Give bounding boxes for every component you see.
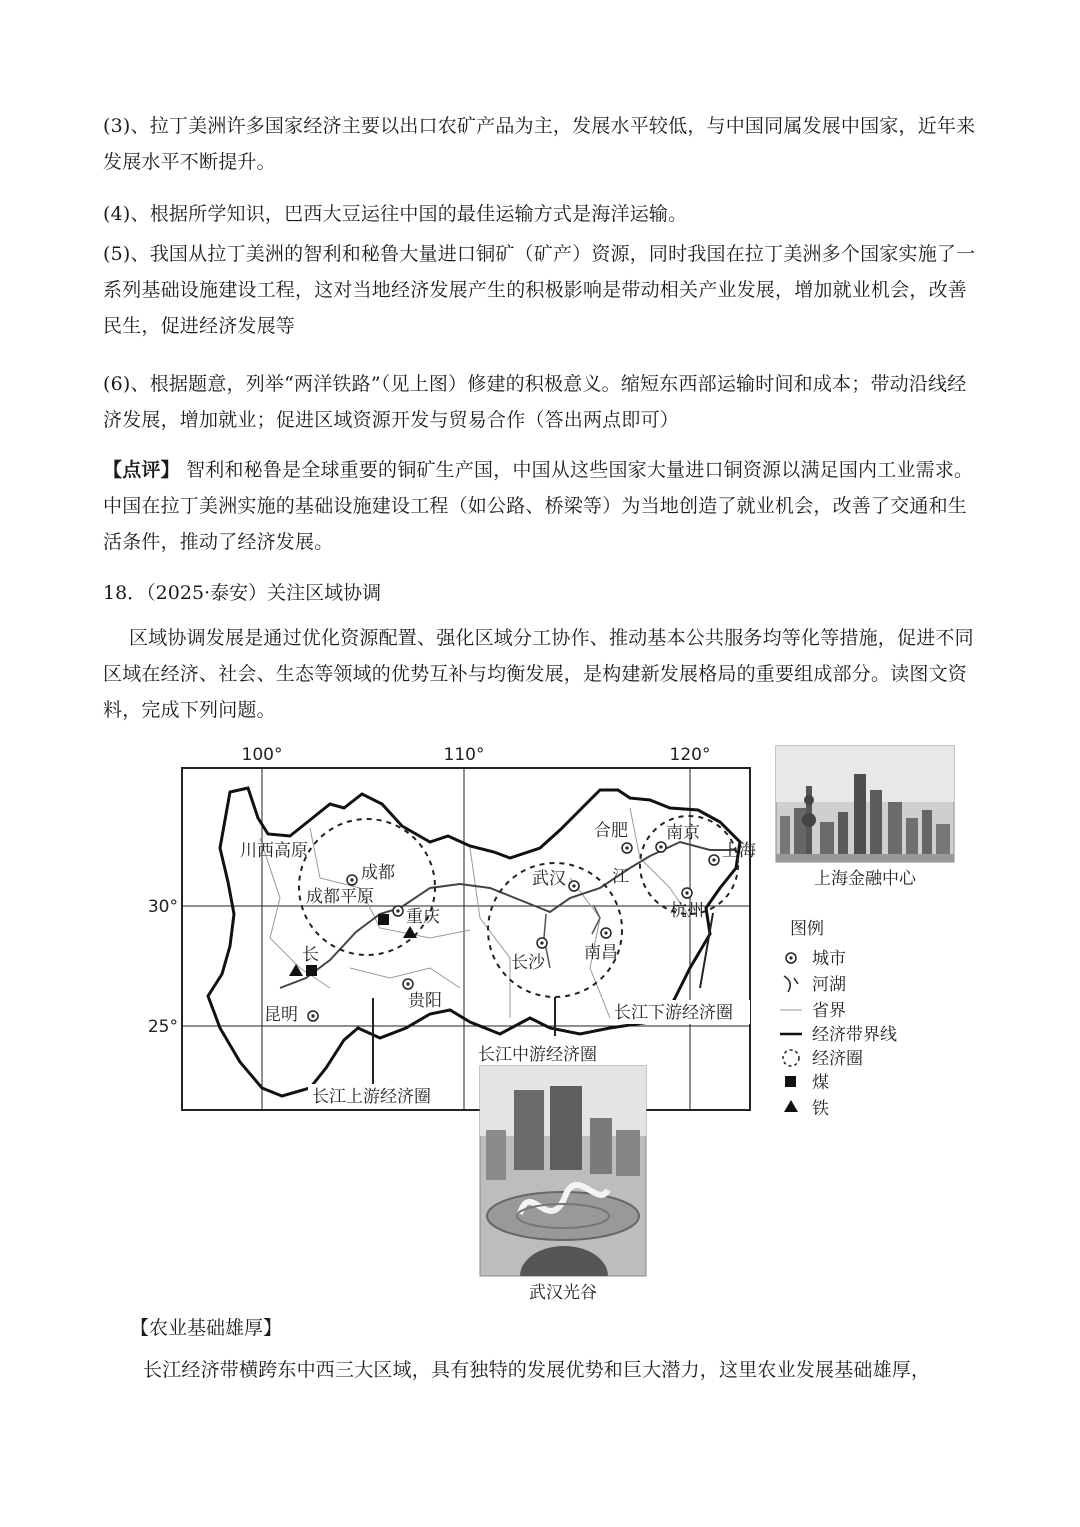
label-shanghai: 上海 xyxy=(722,841,756,861)
label-kunming: 昆明 xyxy=(264,1005,298,1025)
lon-label-110: 110° xyxy=(443,745,485,765)
legend-belt: 经济带界线 xyxy=(812,1025,897,1045)
map-legend xyxy=(780,919,897,1119)
answer-3: (3)、拉丁美洲许多国家经济主要以出口农矿产品为主，发展水平较低，与中国同属发展中国家，近年来发展水平不断提升。 xyxy=(103,115,976,173)
label-guiyang: 贵阳 xyxy=(408,991,442,1011)
question-18-title: 18．（2025·泰安）关注区域协调 xyxy=(103,582,382,604)
coal-marker xyxy=(306,965,317,976)
legend-iron: 铁 xyxy=(812,1099,829,1119)
answer-6: (6)、根据题意，列举“两洋铁路”（见上图）修建的积极意义。缩短东西部运输时间和成本；带动沿线经济发展，增加就业；促进区域资源开发与贸易合作（答出两点即可） xyxy=(103,373,967,431)
comment-text: 智利和秘鲁是全球重要的铜矿生产国，中国从这些国家大量进口铜资源以满足国内工业需求。中国在拉丁美洲实施的基础设施建设工程（如公路、桥梁等）为当地创造了就业机会，改善了交通和生活条件，推动了经济发展。 xyxy=(103,459,974,553)
label-chengdu-plain: 成都平原 xyxy=(306,887,374,907)
lon-label-120: 120° xyxy=(669,745,711,765)
comment-label: 【点评】 xyxy=(103,459,180,481)
legend-province: 省界 xyxy=(812,1001,846,1021)
lon-label-100: 100° xyxy=(241,745,283,765)
lat-label-25: 25° xyxy=(147,1017,178,1037)
label-hangzhou: 杭州 xyxy=(670,901,704,921)
caption-middle: 长江中游经济圈 xyxy=(478,1045,597,1065)
section-agriculture: 【农业基础雄厚】 xyxy=(130,1317,283,1339)
label-nanjing: 南京 xyxy=(666,823,700,843)
label-chuanxi: 川西高原 xyxy=(240,841,308,861)
label-hefei: 合肥 xyxy=(594,821,628,841)
legend-river: 河湖 xyxy=(812,975,846,995)
comment-paragraph xyxy=(103,452,983,560)
wuhan-photo xyxy=(480,1066,646,1276)
label-changsha: 长沙 xyxy=(511,953,545,973)
legend-title: 图例 xyxy=(790,919,824,939)
coal-marker xyxy=(378,914,389,925)
answer-5: (5)、我国从拉丁美洲的智利和秘鲁大量进口铜矿（矿产）资源，同时我国在拉丁美洲多个国家实施了一系列基础设施建设工程，这对当地经济发展产生的积极影响是带动相关产业发展，增加就业机会，改善民生，促进经济发展等 xyxy=(103,243,976,337)
caption-upper: 长江上游经济圈 xyxy=(312,1087,431,1107)
legend-coal: 煤 xyxy=(812,1073,829,1093)
caption-lower: 长江下游经济圈 xyxy=(614,1003,733,1023)
lat-label-30: 30° xyxy=(147,897,178,917)
label-nanchang: 南昌 xyxy=(584,943,618,963)
label-chang: 长 xyxy=(302,945,319,965)
wuhan-caption: 武汉光谷 xyxy=(529,1283,597,1303)
label-wuhan: 武汉 xyxy=(532,869,566,889)
legend-circle: 经济圈 xyxy=(812,1049,863,1069)
answer-4: (4)、根据所学知识，巴西大豆运往中国的最佳运输方式是海洋运输。 xyxy=(103,203,688,225)
shanghai-photo xyxy=(776,746,954,862)
agriculture-text: 长江经济带横跨东中西三大区域，具有独特的发展优势和巨大潜力，这里农业发展基础雄厚， xyxy=(143,1359,931,1381)
shanghai-caption: 上海金融中心 xyxy=(814,869,916,889)
label-chongqing: 重庆 xyxy=(406,907,440,927)
yangtze-economic-belt-map xyxy=(130,738,960,1308)
question-18-intro: 区域协调发展是通过优化资源配置、强化区域分工协作、推动基本公共服务均等化等措施，促进不同区域在经济、社会、生态等领域的优势互补与均衡发展，是构建新发展格局的重要组成部分。读图文资料，完成下列问题。 xyxy=(103,627,974,721)
label-chengdu: 成都 xyxy=(361,863,395,883)
legend-city: 城市 xyxy=(812,949,846,969)
map-frame xyxy=(182,768,750,1110)
label-jiang: 江 xyxy=(612,867,629,887)
